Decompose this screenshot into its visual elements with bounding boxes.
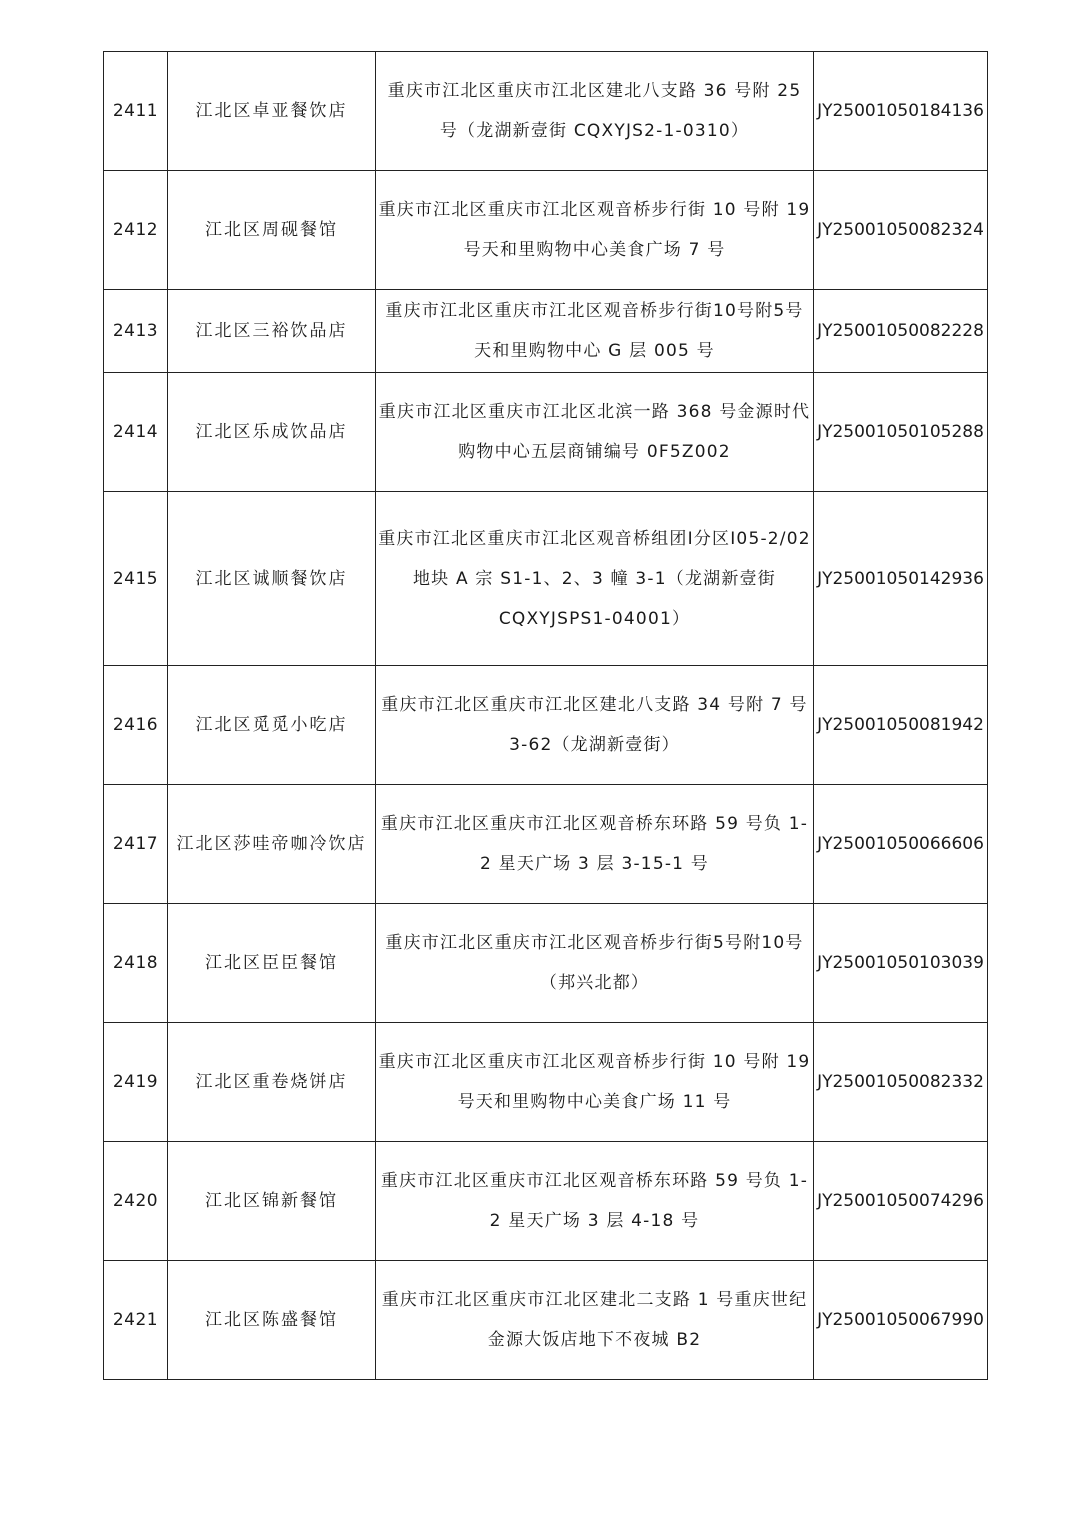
license-number-cell: JY25001050067990 — [814, 1261, 988, 1380]
table-row — [104, 1142, 988, 1261]
table-row — [104, 904, 988, 1023]
address-cell: 重庆市江北区重庆市江北区北滨一路 368 号金源时代购物中心五层商铺编号 0F5Z002 — [376, 373, 814, 492]
business-name-cell: 江北区周砚餐馆 — [168, 171, 376, 290]
serial-number-cell: 2411 — [104, 52, 168, 171]
table-row — [104, 1261, 988, 1380]
business-name-cell: 江北区诚顺餐饮店 — [168, 492, 376, 666]
address-cell: 重庆市江北区重庆市江北区观音桥东环路 59 号负 1-2 星天广场 3 层 4-18 号 — [376, 1142, 814, 1261]
serial-number-cell: 2419 — [104, 1023, 168, 1142]
license-number-cell: JY25001050082324 — [814, 171, 988, 290]
business-name-cell: 江北区乐成饮品店 — [168, 373, 376, 492]
serial-number-cell: 2421 — [104, 1261, 168, 1380]
serial-number-cell: 2416 — [104, 666, 168, 785]
license-number-cell: JY25001050082228 — [814, 290, 988, 373]
table-row — [104, 666, 988, 785]
address-cell: 重庆市江北区重庆市江北区观音桥步行街 10 号附 19 号天和里购物中心美食广场 7 号 — [376, 171, 814, 290]
serial-number-cell: 2418 — [104, 904, 168, 1023]
business-name-cell: 江北区锦新餐馆 — [168, 1142, 376, 1261]
serial-number-cell: 2414 — [104, 373, 168, 492]
table-row — [104, 290, 988, 373]
business-name-cell: 江北区重卷烧饼店 — [168, 1023, 376, 1142]
address-cell: 重庆市江北区重庆市江北区建北二支路 1 号重庆世纪金源大饭店地下不夜城 B2 — [376, 1261, 814, 1380]
license-number-cell: JY25001050081942 — [814, 666, 988, 785]
address-cell: 重庆市江北区重庆市江北区观音桥步行街5号附10号（邦兴北都） — [376, 904, 814, 1023]
license-number-cell: JY25001050074296 — [814, 1142, 988, 1261]
license-number-cell: JY25001050103039 — [814, 904, 988, 1023]
serial-number-cell: 2415 — [104, 492, 168, 666]
address-cell: 重庆市江北区重庆市江北区观音桥组团Ⅰ分区Ⅰ05-2/02 地块 A 宗 S1-1、2、3 幢 3-1（龙湖新壹街 CQXYJSPS1-04001） — [376, 492, 814, 666]
address-cell: 重庆市江北区重庆市江北区观音桥步行街 10 号附 19 号天和里购物中心美食广场 11 号 — [376, 1023, 814, 1142]
serial-number-cell: 2413 — [104, 290, 168, 373]
table-row — [104, 52, 988, 171]
document-page — [103, 51, 987, 1380]
table-row — [104, 492, 988, 666]
serial-number-cell: 2420 — [104, 1142, 168, 1261]
business-license-table — [103, 51, 988, 1380]
business-name-cell: 江北区臣臣餐馆 — [168, 904, 376, 1023]
table-row — [104, 785, 988, 904]
license-number-cell: JY25001050142936 — [814, 492, 988, 666]
license-number-cell: JY25001050105288 — [814, 373, 988, 492]
business-name-cell: 江北区三裕饮品店 — [168, 290, 376, 373]
table-row — [104, 171, 988, 290]
serial-number-cell: 2417 — [104, 785, 168, 904]
business-name-cell: 江北区卓亚餐饮店 — [168, 52, 376, 171]
table-row — [104, 373, 988, 492]
address-cell: 重庆市江北区重庆市江北区观音桥步行街10号附5号天和里购物中心 G 层 005 号 — [376, 290, 814, 373]
license-number-cell: JY25001050184136 — [814, 52, 988, 171]
business-name-cell: 江北区觅觅小吃店 — [168, 666, 376, 785]
address-cell: 重庆市江北区重庆市江北区观音桥东环路 59 号负 1-2 星天广场 3 层 3-15-1 号 — [376, 785, 814, 904]
table-row — [104, 1023, 988, 1142]
address-cell: 重庆市江北区重庆市江北区建北八支路 34 号附 7 号 3-62（龙湖新壹街） — [376, 666, 814, 785]
license-number-cell: JY25001050082332 — [814, 1023, 988, 1142]
license-number-cell: JY25001050066606 — [814, 785, 988, 904]
business-name-cell: 江北区陈盛餐馆 — [168, 1261, 376, 1380]
address-cell: 重庆市江北区重庆市江北区建北八支路 36 号附 25 号（龙湖新壹街 CQXYJS2-1-0310） — [376, 52, 814, 171]
serial-number-cell: 2412 — [104, 171, 168, 290]
business-name-cell: 江北区莎哇帝咖冷饮店 — [168, 785, 376, 904]
